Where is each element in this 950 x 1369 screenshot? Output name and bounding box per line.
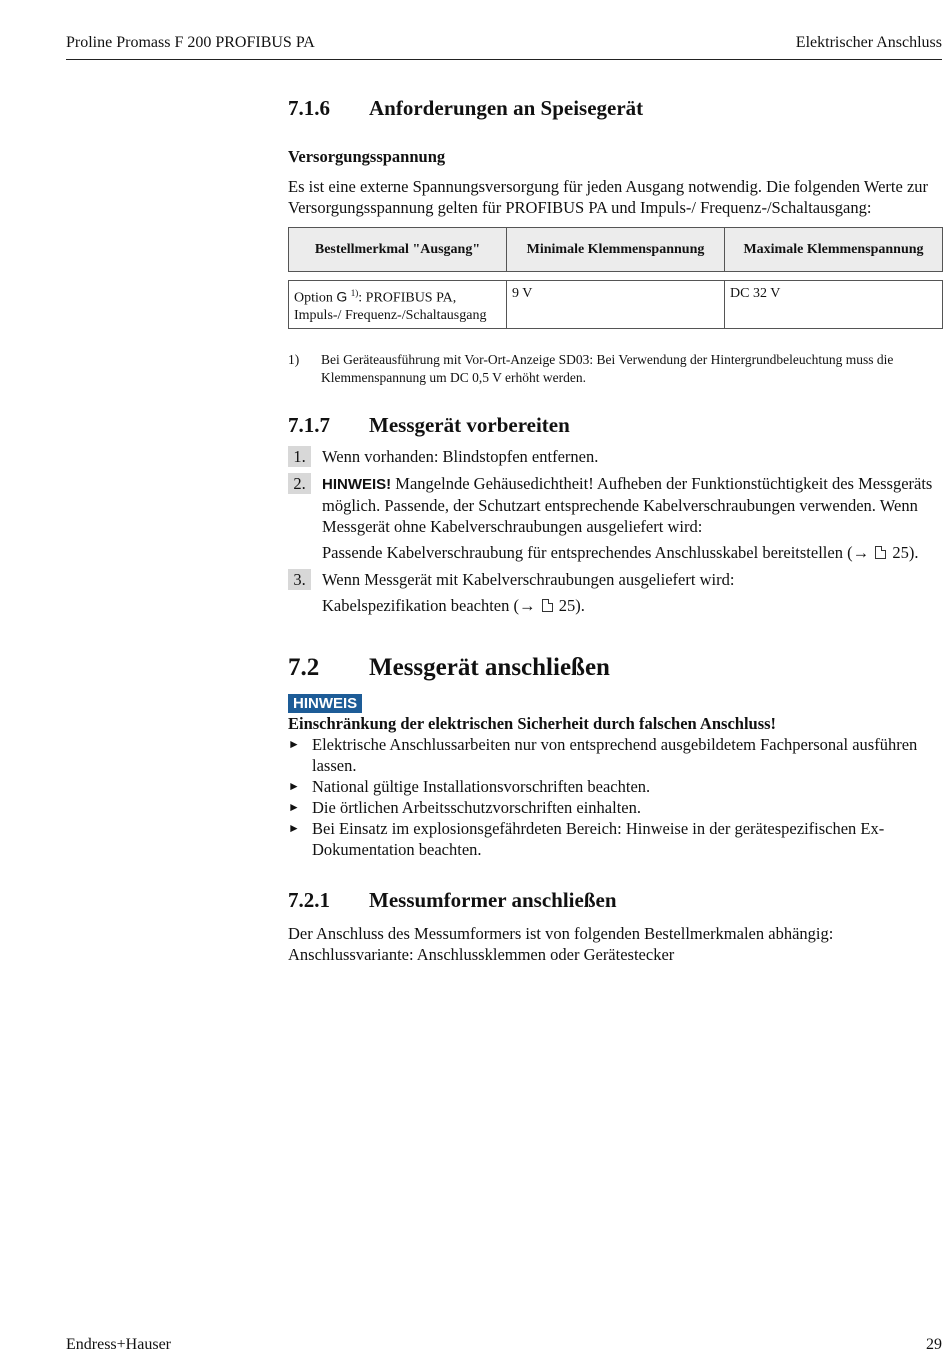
footnote-number: 1) bbox=[288, 351, 300, 367]
footnote-text: Bei Geräteausführung mit Vor-Ort-Anzeige SD03: Bei Verwendung der Hintergrundbeleuchtung muss die Klemmenspannung um DC 0,5 V erhöht werden. bbox=[321, 351, 894, 385]
table-header-cell: Bestellmerkmal "Ausgang" bbox=[289, 228, 507, 272]
hinweis-label: HINWEIS! bbox=[322, 475, 392, 493]
list-item-text: National gültige Installationsvorschriften beachten. bbox=[312, 776, 651, 796]
step-number: 3. bbox=[288, 569, 311, 590]
section-title: Messgerät vorbereiten bbox=[369, 412, 570, 437]
step-number: 2. bbox=[288, 473, 311, 494]
section-title: Anforderungen an Speisegerät bbox=[369, 96, 644, 120]
section-number: 7.1.6 bbox=[288, 96, 330, 120]
warning-title: Einschränkung der elektrischen Sicherheit durch falschen Anschluss! bbox=[288, 713, 777, 733]
bullet-arrow-icon: ► bbox=[288, 799, 300, 814]
section-heading-721 bbox=[288, 888, 942, 913]
table-header-cell: Maximale Klemmenspannung bbox=[725, 228, 943, 272]
step-text: Wenn vorhanden: Blindstopfen entfernen. bbox=[322, 446, 599, 466]
bullet-arrow-icon: ► bbox=[288, 820, 300, 835]
list-item-text: Die örtlichen Arbeitsschutzvorschriften einhalten. bbox=[312, 797, 641, 817]
notice-badge: HINWEIS bbox=[288, 694, 362, 713]
list-item bbox=[288, 776, 942, 797]
subheading-versorgungsspannung: Versorgungsspannung bbox=[288, 147, 446, 166]
list-item bbox=[288, 818, 942, 860]
page-number: 29 bbox=[926, 1336, 942, 1353]
page-reference[interactable]: 25 bbox=[558, 595, 576, 615]
section-heading-717 bbox=[288, 413, 942, 438]
list-item-text: Elektrische Anschlussarbeiten nur von entsprechend ausgebildetem Fachpersonal ausführen lassen. bbox=[312, 734, 918, 775]
bullet-list bbox=[288, 734, 942, 860]
section-heading-716 bbox=[288, 96, 942, 121]
step-item bbox=[288, 569, 942, 616]
paragraph: Der Anschluss des Messumformers ist von folgenden Bestellmerkmalen abhängig: Anschlussvariante: Anschlussklemmen oder Gerätestecker bbox=[288, 923, 834, 964]
page-reference-icon bbox=[542, 599, 553, 612]
table-header-cell: Minimale Klemmenspannung bbox=[507, 228, 725, 272]
step-subtext: Kabelspezifikation beachten (→ 25). bbox=[322, 595, 585, 615]
table-row bbox=[289, 281, 943, 329]
table-cell-option: Option G $^{1)}$: PROFIBUS PA, Impuls-/ Frequenz-/Schaltausgang bbox=[289, 281, 507, 329]
step-text: Mangelnde Gehäusedichtheit! Aufheben der Funktionstüchtigkeit des Messgeräts möglich. Passende, der Schutzart entsprechende Kabelverschraubungen verwenden. Wenn Messgerät ohne Kabelverschraubungen ausgeliefert wird: bbox=[322, 473, 933, 536]
bullet-arrow-icon: ► bbox=[288, 778, 300, 793]
step-list bbox=[288, 446, 942, 616]
step-number: 1. bbox=[288, 446, 311, 467]
page-header bbox=[66, 32, 942, 60]
bullet-arrow-icon: ► bbox=[288, 736, 300, 751]
list-item bbox=[288, 734, 942, 776]
section-title: Messgerät anschließen bbox=[369, 653, 610, 681]
chapter-title: Elektrischer Anschluss bbox=[795, 34, 942, 51]
intro-paragraph: Es ist eine externe Spannungsversorgung für jeden Ausgang notwendig. Die folgenden Werte zur Versorgungsspannung gelten für PROFIBUS PA und Impuls-/ Frequenz-/Schaltausgang: bbox=[288, 177, 929, 217]
section-title: Messumformer anschließen bbox=[369, 887, 617, 912]
step-item bbox=[288, 473, 942, 563]
table-cell-max: DC 32 V bbox=[725, 281, 943, 329]
document-title: Proline Promass F 200 PROFIBUS PA bbox=[66, 34, 315, 51]
footnote bbox=[288, 351, 942, 387]
main-content bbox=[288, 96, 942, 965]
step-text: Wenn Messgerät mit Kabelverschraubungen ausgeliefert wird: bbox=[322, 569, 735, 589]
section-heading-72 bbox=[288, 654, 942, 682]
list-item bbox=[288, 797, 942, 818]
section-number: 7.1.7 bbox=[288, 412, 330, 437]
step-subtext: Passende Kabelverschraubung für entsprechendes Anschlusskabel bereitstellen (→ 25). bbox=[322, 542, 919, 562]
page-reference[interactable]: 25 bbox=[892, 542, 909, 562]
list-item-text: Bei Einsatz im explosionsgefährdeten Bereich: Hinweise in der gerätespezifischen Ex-Dokumentation beachten. bbox=[312, 818, 885, 859]
page-reference-icon bbox=[875, 546, 886, 559]
table-cell-min: 9 V bbox=[507, 281, 725, 329]
footer-brand: Endress+Hauser bbox=[66, 1336, 171, 1353]
section-number: 7.2 bbox=[288, 653, 320, 681]
section-number: 7.2.1 bbox=[288, 887, 330, 912]
voltage-table bbox=[288, 227, 943, 329]
step-item bbox=[288, 446, 942, 467]
